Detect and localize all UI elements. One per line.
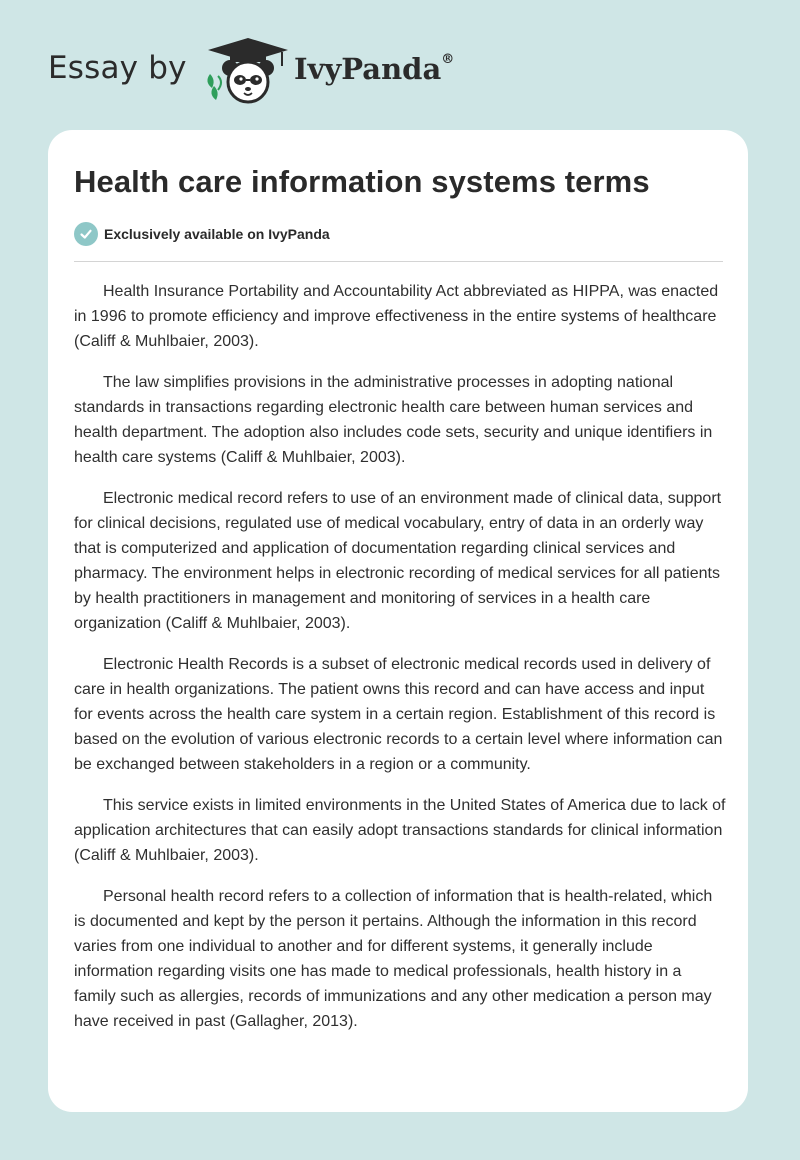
essay-by-label: Essay by [48,50,187,86]
article-card [48,130,748,1112]
paragraph: Health Insurance Portability and Accountability Act abbreviated as HIPPA, was enacted in 1996 to promote efficiency and improve effectiveness in the entire systems of healthcare (Califf & Muhlbaier, 2003). [74,283,719,350]
check-icon [74,222,98,246]
paragraph: Electronic Health Records is a subset of electronic medical records used in delivery of care in health organizations. The patient owns this record and can have access and input for events across the health care system in a certain region. Establishment of this record is based on the evolution of various electronic records to a certain level where information can be exchanged between stakeholders in a region or a community. [74,656,723,773]
divider [74,261,723,262]
exclusive-label: Exclusively available on IvyPanda [104,226,330,242]
brand-name[interactable]: IvyPanda® [294,52,455,86]
paragraph: This service exists in limited environments in the United States of America due to lack of application architectures that can easily adopt transactions standards for clinical information (Califf & Muhlbaier, 2003). [74,797,726,864]
paragraph: Electronic medical record refers to use of an environment made of clinical data, support for clinical decisions, regulated use of medical vocabulary, entry of data in an orderly way that is computerized and application of documentation regarding clinical services and pharmacy. The environment helps in electronic recording of medical services for all patients by health practitioners in management and monitoring of services in a health care organization (Califf & Muhlbaier, 2003). [74,490,722,632]
article-body [74,279,726,1050]
site-header [48,36,528,108]
exclusive-badge [74,222,330,246]
page-title: Health care information systems terms [74,164,650,199]
panda-graduate-icon[interactable] [200,36,296,108]
paragraph: The law simplifies provisions in the administrative processes in adopting national standards in transactions regarding electronic health care between human services and health department. The adoption also includes code sets, security and unique identifiers in health care systems (Califf & Muhlbaier, 2003). [74,374,713,466]
paragraph: Personal health record refers to a collection of information that is health-related, which is documented and kept by the person it pertains. Although the information in this record varies from one individual to another and for different systems, it generally include information regarding visits one has made to medical professionals, health history in a family such as allergies, records of immunizations and any other medication a person may have received in past (Gallagher, 2013). [74,888,713,1030]
